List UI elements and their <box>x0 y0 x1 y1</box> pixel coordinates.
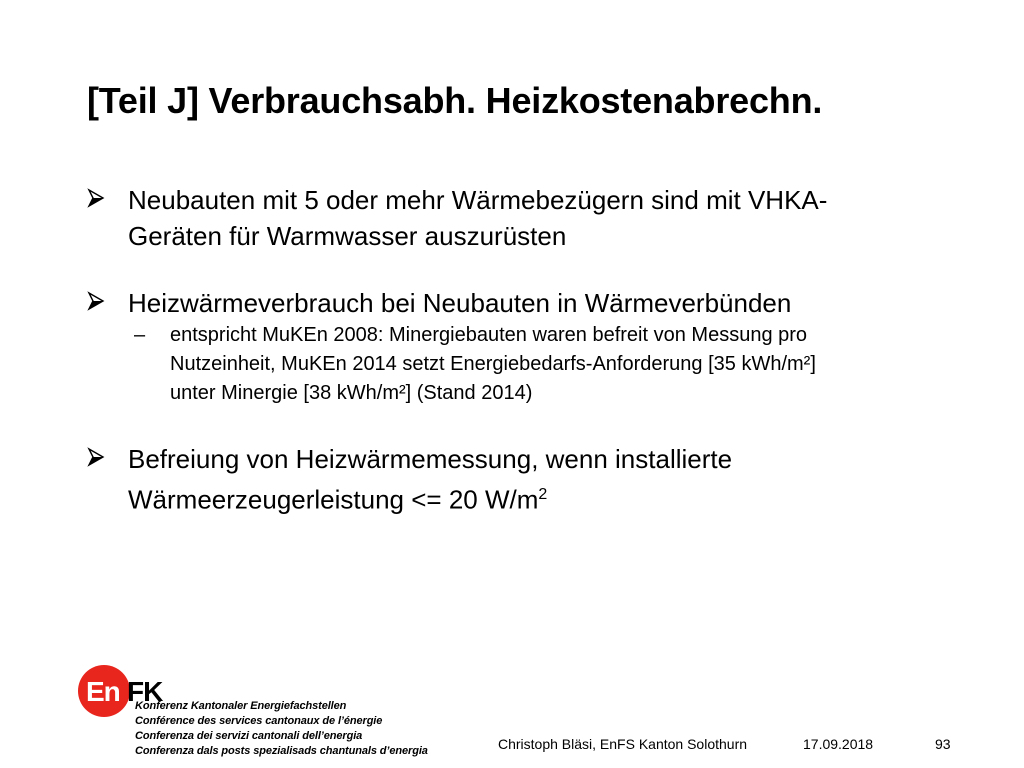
footer-author: Christoph Bläsi, EnFS Kanton Solothurn <box>498 736 748 752</box>
arrowhead-bullet-icon <box>86 291 106 311</box>
bullet-line: Neubauten mit 5 oder mehr Wärmebezügern sind mit VHKA- <box>128 185 828 215</box>
sub-bullet-text <box>170 321 946 408</box>
bullet-item <box>86 285 946 408</box>
org-name-fr: Conférence des services cantonaux de l’énergie <box>135 715 383 727</box>
bullet-text <box>128 441 946 518</box>
sub-bullet-item <box>128 321 946 408</box>
sub-bullet-line: entspricht MuKEn 2008: Minergiebauten waren befreit von Messung pro <box>170 324 808 346</box>
logo-mark-fk: FK <box>127 676 163 707</box>
bullet-line: Heizwärmeverbrauch bei Neubauten in Wärmeverbünden <box>128 288 792 318</box>
bullet-item <box>86 182 946 254</box>
org-name-de: Konferenz Kantonaler Energiefachstellen <box>135 700 347 712</box>
org-name-rm: Conferenza dals posts spezialisads chantunals d’energia <box>135 745 428 757</box>
bullet-line-text: Wärmeerzeugerleistung <= 20 W/m <box>128 484 539 515</box>
bullet-item <box>86 441 946 518</box>
sub-bullet-line: unter Minergie [38 kWh/m²] (Stand 2014) <box>170 382 533 404</box>
dash-marker: – <box>134 324 146 346</box>
footer-date: 17.09.2018 <box>803 736 874 752</box>
bullet-line <box>128 477 946 518</box>
bullet-line: Befreiung von Heizwärmemessung, wenn installierte <box>128 444 733 474</box>
arrowhead-bullet-icon <box>86 188 106 208</box>
bullet-list <box>86 182 946 518</box>
superscript: 2 <box>538 486 548 503</box>
arrowhead-bullet-icon <box>86 447 106 467</box>
bullet-text <box>128 285 946 321</box>
bullet-line: Geräten für Warmwasser auszurüsten <box>128 221 567 251</box>
sub-bullet-line: Nutzeinheit, MuKEn 2014 setzt Energiebedarfs-Anforderung [35 kWh/m²] <box>170 353 816 375</box>
page-number: 93 <box>935 736 951 752</box>
org-name-it: Conferenza dei servizi cantonali dell’energia <box>135 730 363 742</box>
bullet-text <box>128 182 946 254</box>
logo-mark-en: En <box>86 676 120 707</box>
slide-title: [Teil J] Verbrauchsabh. Heizkostenabrechn. <box>87 80 823 121</box>
